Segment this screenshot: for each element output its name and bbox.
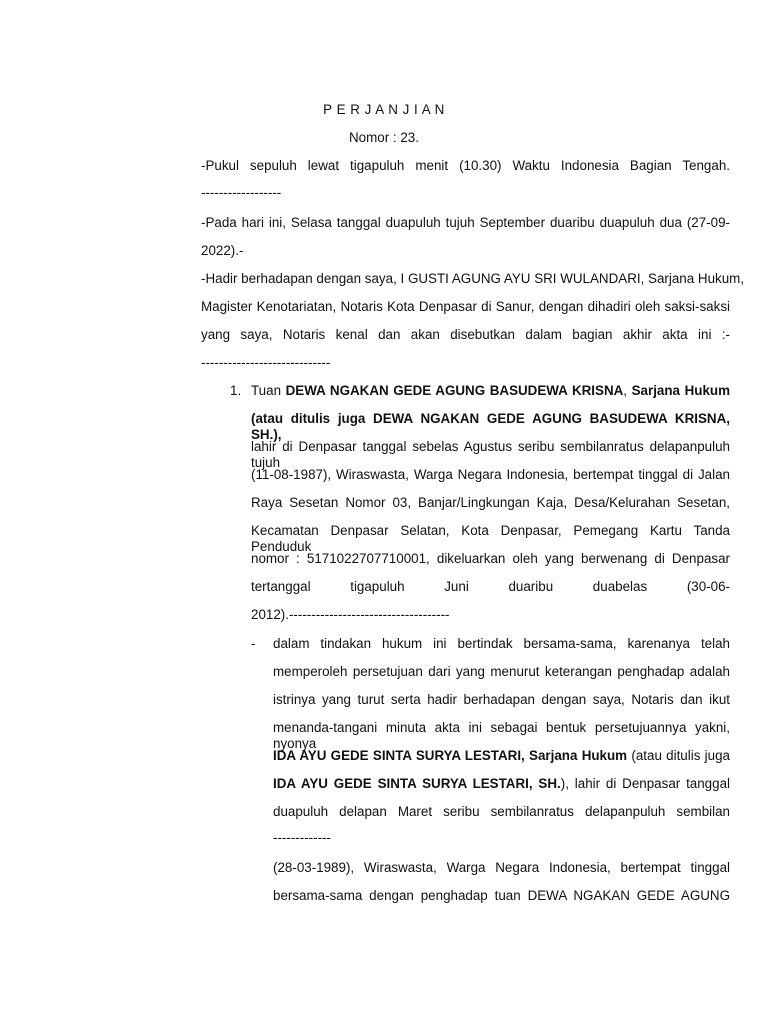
- sub-line-2: memperoleh persetujuan dari yang menurut keterangan penghadap adalah: [273, 664, 730, 679]
- sub-line-4: menanda-tangani minuta akta ini sebagai bentuk persetujuannya yakni, nyonya: [273, 720, 730, 751]
- text: (atau ditulis juga: [627, 748, 730, 763]
- text: ), lahir di Denpasar tanggal: [560, 776, 730, 791]
- sub-line-6: [273, 776, 730, 792]
- item1-line-7: nomor : 5171022707710001, dikeluarkan oleh yang berwenang di Denpasar: [251, 551, 730, 566]
- present-line-2: Magister Kenotariatan, Notaris Kota Denpasar di Sanur, dengan dihadiri oleh saksi-saksi: [201, 299, 730, 314]
- item1-line-5: Raya Sesetan Nomor 03, Banjar/Lingkungan Kaja, Desa/Kelurahan Sesetan,: [251, 495, 730, 510]
- sub-line-8: -------------: [273, 830, 331, 845]
- document-title: P E R J A N J I A N: [323, 102, 445, 117]
- day-line-1: -Pada hari ini, Selasa tanggal duapuluh tujuh September duaribu duapuluh dua (27-09-: [201, 215, 730, 230]
- sub-line-7: duapuluh delapan Maret seribu sembilanratus delapanpuluh sembilan: [273, 804, 730, 819]
- item1-line-9: 2012).------------------------------------: [251, 607, 450, 622]
- party-title: Sarjana Hukum: [631, 383, 730, 398]
- item1-line-1: [251, 383, 730, 399]
- item1-line-8: tertanggal tigapuluh Juni duaribu duabelas (30-06-: [251, 579, 730, 594]
- sub-line-3: istrinya yang turut serta hadir berhadapan dengan saya, Notaris dan ikut: [273, 692, 730, 707]
- item1-line-4: (11-08-1987), Wiraswasta, Warga Negara Indonesia, bertempat tinggal di Jalan: [251, 467, 730, 482]
- spouse-name: IDA AYU GEDE SINTA SURYA LESTARI, Sarjana Hukum: [273, 748, 628, 763]
- time-dashes: ------------------: [201, 185, 282, 200]
- item1-line-3: lahir di Denpasar tanggal sebelas Agustus seribu sembilanratus delapanpuluh tujuh: [251, 439, 730, 470]
- sub-line-5: [273, 748, 730, 764]
- present-line-3: yang saya, Notaris kenal dan akan disebutkan dalam bagian akhir akta ini :-: [201, 327, 730, 342]
- text: Tuan: [251, 383, 286, 398]
- item-number: 1.: [230, 383, 242, 398]
- text: ,: [623, 383, 632, 398]
- spouse-name-alt: IDA AYU GEDE SINTA SURYA LESTARI, SH.: [273, 776, 561, 791]
- item1-line-6: Kecamatan Denpasar Selatan, Kota Denpasar, Pemegang Kartu Tanda Penduduk: [251, 523, 730, 554]
- present-line-1: -Hadir berhadapan dengan saya, I GUSTI AGUNG AYU SRI WULANDARI, Sarjana Hukum,: [201, 271, 745, 286]
- time-line: -Pukul sepuluh lewat tigapuluh menit (10.30) Waktu Indonesia Bagian Tengah.: [201, 158, 730, 173]
- item1-line-2: (atau ditulis juga DEWA NGAKAN GEDE AGUNG BASUDEWA KRISNA, SH.),: [251, 411, 730, 442]
- sub-line-9: (28-03-1989), Wiraswasta, Warga Negara Indonesia, bertempat tinggal: [273, 860, 730, 875]
- document-number: Nomor : 23.: [349, 130, 419, 145]
- day-line-2: 2022).-: [201, 243, 244, 258]
- sub-line-1: dalam tindakan hukum ini bertindak bersama-sama, karenanya telah: [273, 636, 730, 651]
- sub-line-10: bersama-sama dengan penghadap tuan DEWA NGAKAN GEDE AGUNG: [273, 888, 730, 903]
- sub-bullet: -: [251, 636, 256, 651]
- party-name: DEWA NGAKAN GEDE AGUNG BASUDEWA KRISNA: [285, 383, 624, 398]
- present-dashes: -----------------------------: [201, 355, 331, 370]
